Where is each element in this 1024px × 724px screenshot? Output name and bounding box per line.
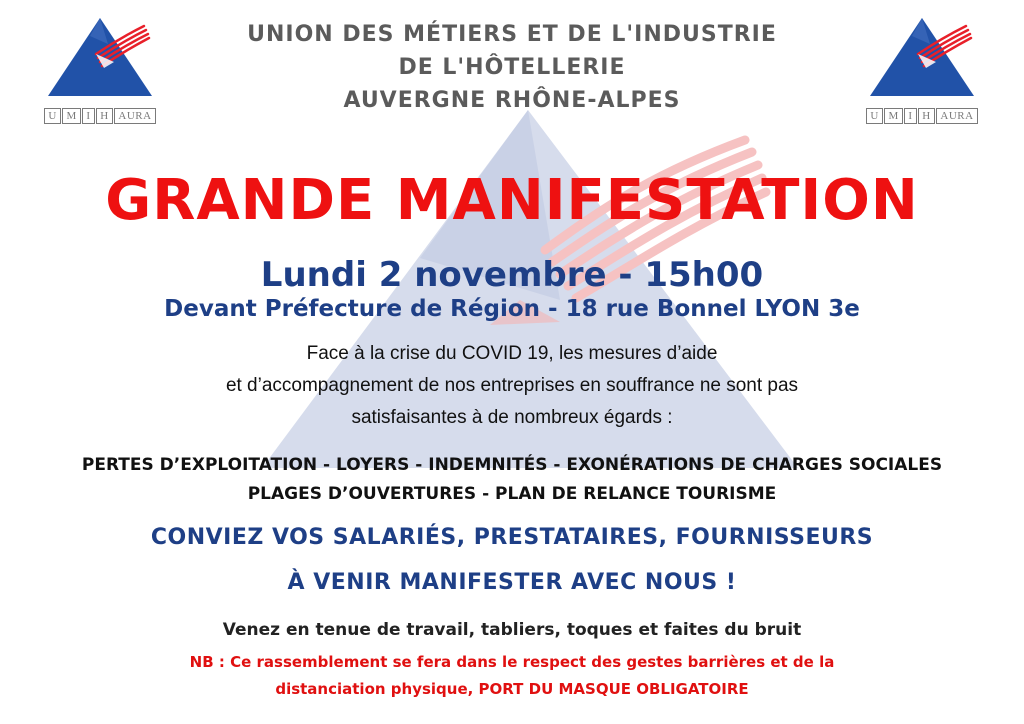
header-line-2: DE L'HÔTELLERIE: [398, 55, 626, 80]
event-place: Devant Préfecture de Région - 18 rue Bonnel LYON 3e: [164, 296, 860, 322]
logo-wordmark: [866, 108, 978, 124]
nb-line-1: NB : Ce rassemblement se fera dans le respect des gestes barrières et de la: [189, 653, 835, 671]
dress-code: Venez en tenue de travail, tabliers, toques et faites du bruit: [222, 620, 802, 640]
demands-line-2: PLAGES D’OUVERTURES - PLAN DE RELANCE TOURISME: [247, 484, 777, 504]
logo-letter: M: [62, 108, 81, 124]
logo-letter: I: [904, 108, 917, 124]
nb-line-2: distanciation physique, PORT DU MASQUE OBLIGATOIRE: [275, 680, 749, 698]
header-line-1: UNION DES MÉTIERS ET DE L'INDUSTRIE: [247, 22, 777, 47]
intro-line-3: satisfaisantes à de nombreux égards :: [351, 407, 673, 428]
umih-triangle-logo-icon: [40, 16, 160, 108]
intro-line-1: Face à la crise du COVID 19, les mesures d’aide: [306, 343, 718, 364]
logo-letter: AURA: [114, 108, 156, 124]
call-line-2: À VENIR MANIFESTER AVEC NOUS !: [287, 570, 737, 595]
umih-logo-left: [40, 16, 160, 126]
logo-letter: U: [44, 108, 61, 124]
logo-letter: I: [82, 108, 95, 124]
logo-letter: H: [918, 108, 935, 124]
intro-line-2: et d’accompagnement de nos entreprises en souffrance ne sont pas: [225, 375, 799, 396]
logo-letter: H: [96, 108, 113, 124]
call-line-1: CONVIEZ VOS SALARIÉS, PRESTATAIRES, FOURNISSEURS: [150, 525, 874, 550]
umih-triangle-logo-icon: [862, 16, 982, 108]
page-title: GRANDE MANIFESTATION: [105, 168, 919, 233]
logo-letter: M: [884, 108, 903, 124]
demands-line-1: PERTES D’EXPLOITATION - LOYERS - INDEMNITÉS - EXONÉRATIONS DE CHARGES SOCIALES: [81, 455, 943, 475]
umih-logo-right: [862, 16, 982, 126]
logo-letter: U: [866, 108, 883, 124]
logo-wordmark: [44, 108, 156, 124]
logo-letter: AURA: [936, 108, 978, 124]
header-line-3: AUVERGNE RHÔNE-ALPES: [343, 88, 681, 113]
event-date: Lundi 2 novembre - 15h00: [260, 255, 764, 295]
